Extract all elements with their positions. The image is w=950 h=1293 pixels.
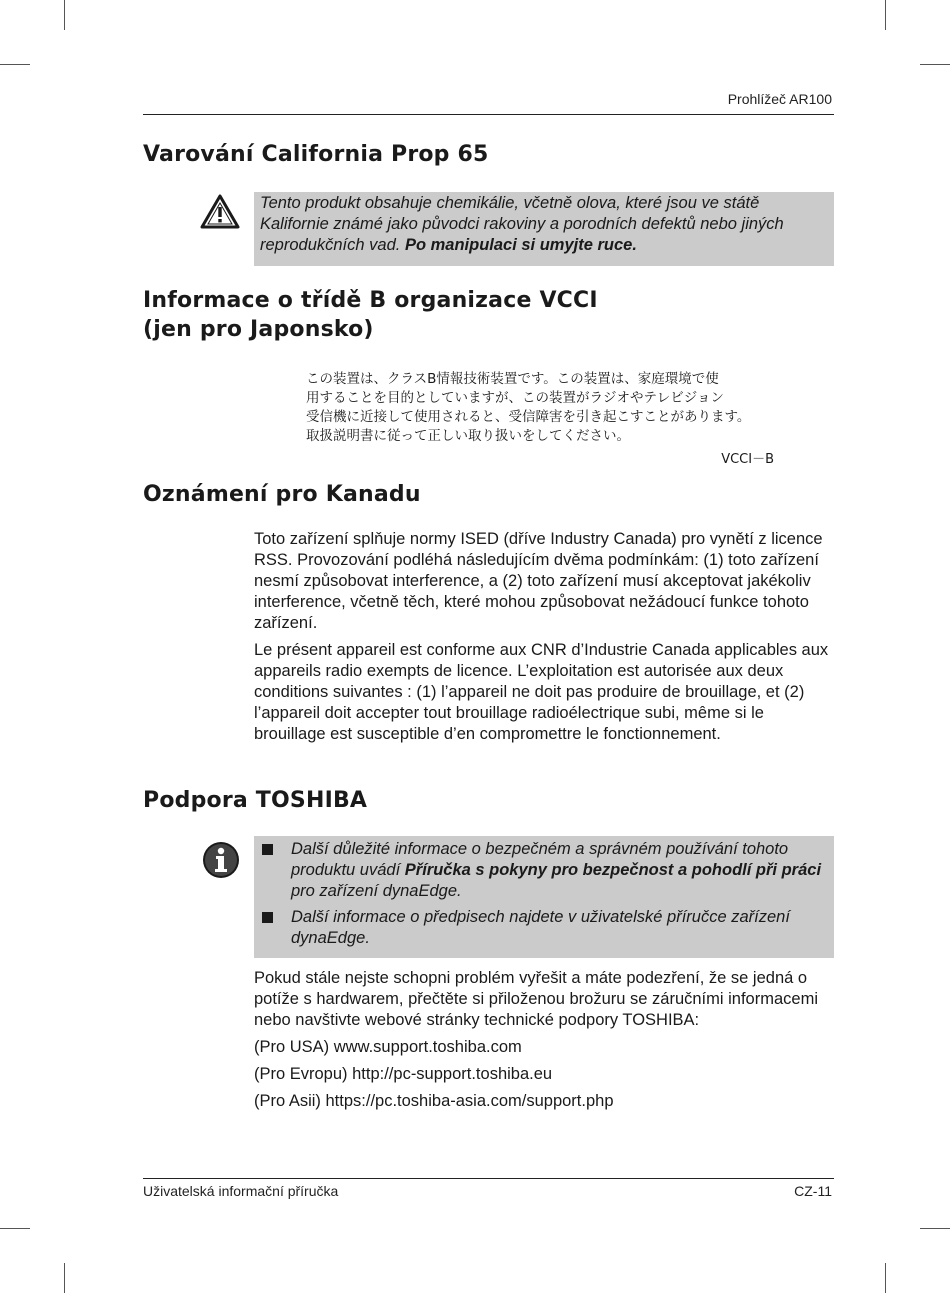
running-header: Prohlížeč AR100 (727, 91, 832, 107)
footer-divider (143, 1178, 834, 1179)
crop-mark (0, 1228, 30, 1229)
support-paragraph: Pokud stále nejste schopni problém vyřešit a máte podezření, že se jedná o potíže s hardwarem, přečtěte si přiloženou brožuru se záručními informacemi nebo navštivte webové stránky technické podpory TOSHIBA: (254, 969, 818, 1029)
support-note-box (254, 836, 834, 958)
list-item (254, 839, 822, 902)
crop-mark (0, 64, 30, 65)
crop-mark (885, 1263, 886, 1293)
vcci-class-code: VCCI－B (721, 452, 774, 467)
header-divider (143, 114, 834, 115)
page-number: CZ-11 (794, 1183, 832, 1199)
crop-mark (64, 1263, 65, 1293)
crop-mark (64, 0, 65, 30)
vcci-jp-line: この装置は、クラスB情報技術装置です。この装置は、家庭環境で使 (306, 371, 719, 387)
warning-triangle-icon (200, 194, 240, 235)
crop-mark (920, 64, 950, 65)
canada-paragraph-czech: Toto zařízení splňuje normy ISED (dříve Industry Canada) pro vynětí z licence RSS. Provozování podléhá následujícím dvěma podmínkám: (1) toto zařízení nesmí způsobovat interference, a (2) toto zařízení musí akceptovat jakékoliv interference, včetně těch, které mohou způsobovat nežádoucí funkce tohoto zařízení. (254, 530, 823, 632)
bullet-square-icon (262, 912, 273, 923)
crop-mark (885, 0, 886, 30)
vcci-jp-line: 受信機に近接して使用されると、受信障害を引き起こすことがあります。 (306, 409, 751, 425)
bullet-text-part: Další důležité informace o bezpečném a správném používání tohoto produktu uvádí (291, 840, 789, 879)
bullet-text-part: pro zařízení dynaEdge. (291, 882, 462, 900)
prop65-heading: Varování California Prop 65 (143, 142, 489, 167)
info-icon (201, 840, 241, 885)
canada-paragraph-french: Le présent appareil est conforme aux CNR d’Industrie Canada applicables aux appareils radio exempts de licence. L’exploitation est autorisée aux deux conditions suivantes : (1) l’appareil ne doit pas produire de brouillage, et (2) l’appareil doit accepter tout brouillage radioélectrique subi, même si le brouillage est susceptible d’en compromettre le fonctionnement. (254, 641, 829, 743)
list-item (254, 907, 822, 949)
support-link-europe[interactable]: (Pro Evropu) http://pc-support.toshiba.eu (254, 1065, 553, 1083)
vcci-japanese-notice (306, 370, 786, 469)
vcci-jp-line: 取扱説明書に従って正しい取り扱いをしてください。 (306, 428, 630, 444)
support-heading: Podpora TOSHIBA (143, 788, 368, 813)
prop65-warning-box (254, 192, 834, 266)
canada-heading: Oznámení pro Kanadu (143, 482, 421, 507)
bullet-square-icon (262, 844, 273, 855)
canada-notice (254, 529, 836, 751)
vcci-heading-line2: (jen pro Japonsko) (143, 317, 374, 342)
safety-guide-title: Příručka s pokyny pro bezpečnost a pohodlí při práci (404, 861, 822, 879)
crop-mark (920, 1228, 950, 1229)
vcci-heading-line1: Informace o třídě B organizace VCCI (143, 288, 598, 313)
support-body (254, 968, 836, 1118)
prop65-warning-emphasis: Po manipulaci si umyjte ruce. (404, 236, 637, 254)
support-link-asia[interactable]: (Pro Asii) https://pc.toshiba-asia.com/support.php (254, 1092, 614, 1110)
support-bullet-text (291, 839, 822, 902)
support-link-usa[interactable]: (Pro USA) www.support.toshiba.com (254, 1038, 522, 1056)
prop65-warning-text: Tento produkt obsahuje chemikálie, včetně olova, které jsou ve státě Kalifornie známé jako původci rakoviny a porodních defektů nebo jiných reprodukčních vad. (260, 194, 784, 254)
footer-manual-title: Uživatelská informační příručka (143, 1183, 339, 1199)
vcci-jp-line: 用することを目的としていますが、この装置がラジオやテレビジョン (306, 390, 724, 406)
vcci-heading (143, 286, 598, 344)
support-bullet-text: Další informace o předpisech najdete v uživatelské příručce zařízení dynaEdge. (291, 908, 790, 947)
